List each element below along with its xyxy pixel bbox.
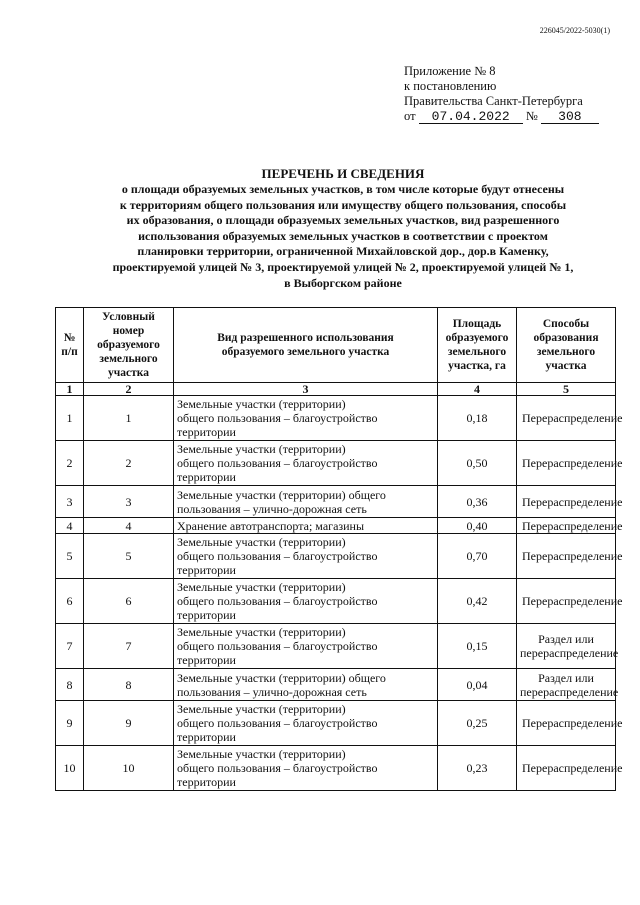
permitted-use-cell: Земельные участки (территории) общего пользования – благоустройство территории — [174, 534, 438, 579]
table-row — [56, 518, 616, 534]
conditional-number-cell: 5 — [84, 534, 174, 579]
header-area: Площадь образуемого земельного участка, га — [438, 308, 517, 383]
land-plots-table — [55, 307, 623, 791]
column-number-row — [56, 383, 616, 396]
conditional-number-cell: 6 — [84, 579, 174, 624]
table-row — [56, 579, 616, 624]
conditional-number-cell: 8 — [84, 669, 174, 701]
conditional-number-cell: 7 — [84, 624, 174, 669]
area-cell: 0,04 — [438, 669, 517, 701]
formation-method-cell: Раздел или перераспределение — [517, 624, 616, 669]
column-number: 5 — [517, 383, 616, 396]
header-permitted-use: Вид разрешенного использования образуемого земельного участка — [174, 308, 438, 383]
column-number: 1 — [56, 383, 84, 396]
table-row — [56, 701, 616, 746]
row-number-cell: 8 — [56, 669, 84, 701]
table-row — [56, 486, 616, 518]
resolution-number: 308 — [541, 110, 599, 124]
row-number-cell: 1 — [56, 396, 84, 441]
appendix-line-3: Правительства Санкт-Петербурга — [404, 94, 583, 108]
permitted-use-cell: Земельные участки (территории) общего пользования – благоустройство территории — [174, 624, 438, 669]
subtitle-line: использования образуемых земельных участков в соответствии с проектом — [138, 228, 548, 243]
permitted-use-cell: Земельные участки (территории) общего пользования – улично-дорожная сеть — [174, 486, 438, 518]
row-number-cell: 10 — [56, 746, 84, 791]
appendix-line-1: Приложение № 8 — [404, 64, 496, 78]
row-number-cell: 2 — [56, 441, 84, 486]
appendix-block — [404, 64, 599, 124]
area-cell: 0,70 — [438, 534, 517, 579]
table-row — [56, 534, 616, 579]
document-subtitle — [88, 182, 598, 291]
area-cell: 0,18 — [438, 396, 517, 441]
table-row — [56, 669, 616, 701]
area-cell: 0,23 — [438, 746, 517, 791]
row-number-cell: 7 — [56, 624, 84, 669]
table-header-row — [56, 308, 616, 383]
appendix-date-line — [404, 109, 599, 124]
area-cell: 0,15 — [438, 624, 517, 669]
column-number: 2 — [84, 383, 174, 396]
permitted-use-cell: Земельные участки (территории) общего пользования – благоустройство территории — [174, 396, 438, 441]
row-number-cell: 4 — [56, 518, 84, 534]
area-cell: 0,25 — [438, 701, 517, 746]
formation-method-cell: Перераспределение — [517, 441, 616, 486]
resolution-date: 07.04.2022 — [419, 110, 523, 124]
formation-method-cell: Перераспределение — [517, 486, 616, 518]
subtitle-line: к территориям общего пользования или имуществу общего пользования, способы — [119, 197, 567, 212]
subtitle-line: планировки территории, ограниченной Михайловской дор., дор.в Каменку, — [137, 244, 549, 259]
document-registration-number: 226045/2022-5030(1) — [539, 26, 610, 35]
header-formation-method: Способы образования земельного участка — [517, 308, 616, 383]
number-prefix: № — [525, 109, 538, 123]
conditional-number-cell: 4 — [84, 518, 174, 534]
formation-method-cell: Перераспределение — [517, 579, 616, 624]
area-cell: 0,36 — [438, 486, 517, 518]
area-cell: 0,50 — [438, 441, 517, 486]
formation-method-cell: Раздел или перераспределение — [517, 669, 616, 701]
permitted-use-cell: Земельные участки (территории) общего пользования – благоустройство территории — [174, 746, 438, 791]
permitted-use-cell: Хранение автотранспорта; магазины — [174, 518, 438, 534]
conditional-number-cell: 1 — [84, 396, 174, 441]
area-cell: 0,42 — [438, 579, 517, 624]
column-number: 4 — [438, 383, 517, 396]
subtitle-line: их образования, о площади образуемых земельных участков, вид разрешенного — [126, 213, 560, 228]
permitted-use-cell: Земельные участки (территории) общего пользования – благоустройство территории — [174, 441, 438, 486]
formation-method-cell: Перераспределение — [517, 534, 616, 579]
permitted-use-cell: Земельные участки (территории) общего пользования – благоустройство территории — [174, 579, 438, 624]
table-row — [56, 396, 616, 441]
row-number-cell: 3 — [56, 486, 84, 518]
header-row-number: № п/п — [56, 308, 84, 383]
document-title: ПЕРЕЧЕНЬ И СВЕДЕНИЯ — [261, 166, 425, 181]
permitted-use-cell: Земельные участки (территории) общего пользования – благоустройство территории — [174, 701, 438, 746]
row-number-cell: 6 — [56, 579, 84, 624]
date-prefix: от — [404, 109, 416, 123]
row-number-cell: 9 — [56, 701, 84, 746]
subtitle-line: о площади образуемых земельных участков, в том числе которые будут отнесены — [121, 182, 565, 196]
conditional-number-cell: 10 — [84, 746, 174, 791]
table-row — [56, 624, 616, 669]
conditional-number-cell: 2 — [84, 441, 174, 486]
table-row — [56, 746, 616, 791]
table-row — [56, 441, 616, 486]
subtitle-line: проектируемой улицей № 3, проектируемой улицей № 2, проектируемой улицей № 1, — [112, 259, 574, 274]
formation-method-cell: Перераспределение — [517, 518, 616, 534]
conditional-number-cell: 3 — [84, 486, 174, 518]
conditional-number-cell: 9 — [84, 701, 174, 746]
subtitle-line: в Выборгском районе — [284, 275, 402, 290]
column-number: 3 — [174, 383, 438, 396]
formation-method-cell: Перераспределение — [517, 746, 616, 791]
row-number-cell: 5 — [56, 534, 84, 579]
header-conditional-number: Условный номер образуемого земельного участка — [84, 308, 174, 383]
formation-method-cell: Перераспределение — [517, 701, 616, 746]
formation-method-cell: Перераспределение — [517, 396, 616, 441]
permitted-use-cell: Земельные участки (территории) общего пользования – улично-дорожная сеть — [174, 669, 438, 701]
area-cell: 0,40 — [438, 518, 517, 534]
appendix-line-2: к постановлению — [404, 79, 497, 93]
